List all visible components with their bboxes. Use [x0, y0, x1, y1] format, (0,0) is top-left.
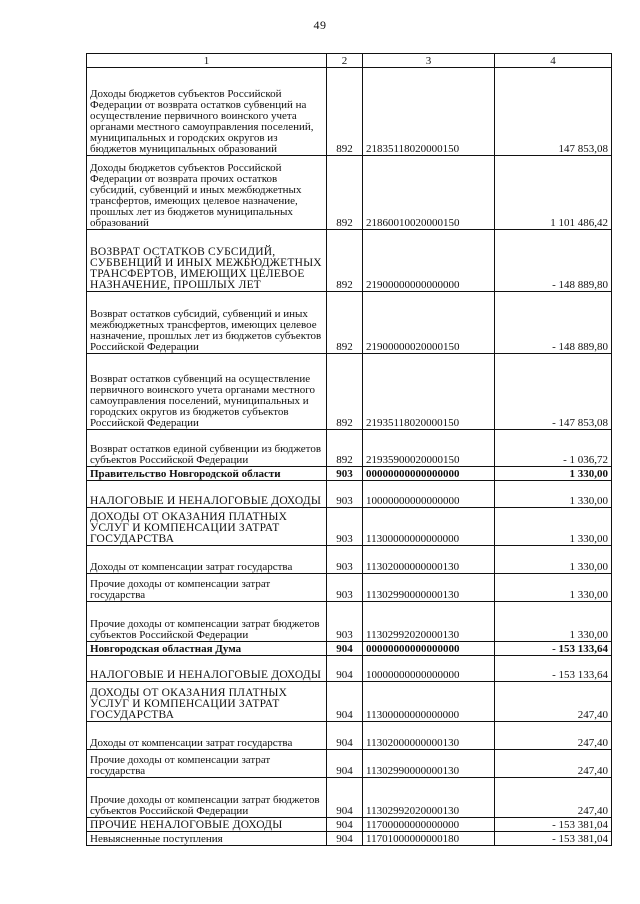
- table-row: [87, 546, 612, 574]
- row-budget-code: 11302000000000130: [363, 546, 495, 574]
- row-budget-code: 11302000000000130: [363, 722, 495, 750]
- row-budget-code: 10000000000000000: [363, 656, 495, 682]
- row-budget-code: 11302990000000130: [363, 750, 495, 778]
- table-row: [87, 481, 612, 508]
- page-number: 49: [313, 18, 327, 32]
- row-admin-code: 903: [327, 508, 363, 546]
- row-amount: - 153 381,04: [495, 818, 612, 832]
- row-admin-code: 903: [327, 574, 363, 602]
- row-description: Доходы от компенсации затрат государства: [87, 546, 327, 574]
- row-amount: - 153 381,04: [495, 832, 612, 846]
- row-amount: - 1 036,72: [495, 430, 612, 467]
- row-description: Возврат остатков субвенций на осуществление первичного воинского учета органами местного самоуправления поселений, муниципальных и городских округов из бюджетов субъектов Российской Федерации: [87, 354, 327, 430]
- header-col-3: 3: [363, 54, 495, 68]
- table-row: [87, 292, 612, 354]
- row-description: ДОХОДЫ ОТ ОКАЗАНИЯ ПЛАТНЫХ УСЛУГ И КОМПЕНСАЦИИ ЗАТРАТ ГОСУДАРСТВА: [87, 682, 327, 722]
- row-admin-code: 892: [327, 354, 363, 430]
- row-description: Доходы от компенсации затрат государства: [87, 722, 327, 750]
- table-row: [87, 602, 612, 642]
- table-row: [87, 832, 612, 846]
- row-amount: 247,40: [495, 750, 612, 778]
- row-description: Доходы бюджетов субъектов Российской Федерации от возврата остатков субвенций на осуществление первичного воинского учета органами местного самоуправления поселений, муниципальных и городских округов из бюджетов муниципальных образований: [87, 68, 327, 156]
- row-admin-code: 904: [327, 778, 363, 818]
- row-budget-code: 11302990000000130: [363, 574, 495, 602]
- row-admin-code: 892: [327, 156, 363, 230]
- row-description: НАЛОГОВЫЕ И НЕНАЛОГОВЫЕ ДОХОДЫ: [87, 481, 327, 508]
- row-admin-code: 892: [327, 68, 363, 156]
- table-header-row: [87, 54, 612, 68]
- row-amount: - 148 889,80: [495, 292, 612, 354]
- row-amount: 1 101 486,42: [495, 156, 612, 230]
- row-budget-code: 11300000000000000: [363, 508, 495, 546]
- row-amount: - 148 889,80: [495, 230, 612, 292]
- row-budget-code: 11302992020000130: [363, 602, 495, 642]
- row-amount: 1 330,00: [495, 481, 612, 508]
- row-budget-code: 21835118020000150: [363, 68, 495, 156]
- table-row: [87, 656, 612, 682]
- table-row: [87, 642, 612, 656]
- row-admin-code: 904: [327, 682, 363, 722]
- row-description: ДОХОДЫ ОТ ОКАЗАНИЯ ПЛАТНЫХ УСЛУГ И КОМПЕНСАЦИИ ЗАТРАТ ГОСУДАРСТВА: [87, 508, 327, 546]
- row-description: Новгородская областная Дума: [87, 642, 327, 656]
- row-description: Доходы бюджетов субъектов Российской Федерации от возврата прочих остатков субсидий, субвенций и иных межбюджетных трансфертов, имеющих целевое назначение, прошлых лет из бюджетов муниципальных образований: [87, 156, 327, 230]
- row-budget-code: 21900000000000000: [363, 230, 495, 292]
- row-admin-code: 904: [327, 656, 363, 682]
- row-description: ПРОЧИЕ НЕНАЛОГОВЫЕ ДОХОДЫ: [87, 818, 327, 832]
- row-admin-code: 903: [327, 467, 363, 481]
- table-row: [87, 682, 612, 722]
- row-amount: 247,40: [495, 722, 612, 750]
- row-budget-code: 11700000000000000: [363, 818, 495, 832]
- header-col-2: 2: [327, 54, 363, 68]
- row-admin-code: 904: [327, 832, 363, 846]
- row-description: Прочие доходы от компенсации затрат государства: [87, 750, 327, 778]
- row-amount: - 153 133,64: [495, 642, 612, 656]
- table-row: [87, 574, 612, 602]
- row-budget-code: 10000000000000000: [363, 481, 495, 508]
- row-admin-code: 904: [327, 750, 363, 778]
- row-amount: 147 853,08: [495, 68, 612, 156]
- row-amount: 247,40: [495, 682, 612, 722]
- row-amount: 1 330,00: [495, 574, 612, 602]
- row-description: Невыясненные поступления: [87, 832, 327, 846]
- row-amount: 1 330,00: [495, 546, 612, 574]
- row-budget-code: 11300000000000000: [363, 682, 495, 722]
- table-row: [87, 354, 612, 430]
- row-budget-code: 21900000020000150: [363, 292, 495, 354]
- row-description: Правительство Новгородской области: [87, 467, 327, 481]
- row-budget-code: 00000000000000000: [363, 642, 495, 656]
- row-description: Возврат остатков единой субвенции из бюджетов субъектов Российской Федерации: [87, 430, 327, 467]
- table-row: [87, 722, 612, 750]
- row-budget-code: 00000000000000000: [363, 467, 495, 481]
- row-amount: - 147 853,08: [495, 354, 612, 430]
- table-row: [87, 467, 612, 481]
- table-row: [87, 508, 612, 546]
- row-admin-code: 904: [327, 818, 363, 832]
- row-budget-code: 21935900020000150: [363, 430, 495, 467]
- row-admin-code: 892: [327, 430, 363, 467]
- table-row: [87, 430, 612, 467]
- row-admin-code: 904: [327, 642, 363, 656]
- row-budget-code: 11701000000000180: [363, 832, 495, 846]
- header-col-1: 1: [87, 54, 327, 68]
- table-row: [87, 68, 612, 156]
- row-amount: 1 330,00: [495, 602, 612, 642]
- row-budget-code: 21935118020000150: [363, 354, 495, 430]
- revenue-table: [86, 53, 612, 846]
- table-row: [87, 230, 612, 292]
- table-row: [87, 818, 612, 832]
- row-admin-code: 903: [327, 481, 363, 508]
- table-row: [87, 750, 612, 778]
- row-admin-code: 892: [327, 230, 363, 292]
- row-admin-code: 903: [327, 602, 363, 642]
- table-row: [87, 156, 612, 230]
- row-description: Возврат остатков субсидий, субвенций и иных межбюджетных трансфертов, имеющих целевое назначение, прошлых лет из бюджетов субъектов Российской Федерации: [87, 292, 327, 354]
- row-amount: 247,40: [495, 778, 612, 818]
- row-admin-code: 904: [327, 722, 363, 750]
- row-description: Прочие доходы от компенсации затрат бюджетов субъектов Российской Федерации: [87, 602, 327, 642]
- row-budget-code: 11302992020000130: [363, 778, 495, 818]
- table-row: [87, 778, 612, 818]
- row-description: ВОЗВРАТ ОСТАТКОВ СУБСИДИЙ, СУБВЕНЦИЙ И ИНЫХ МЕЖБЮДЖЕТНЫХ ТРАНСФЕРТОВ, ИМЕЮЩИХ ЦЕЛЕВОЕ НАЗНАЧЕНИЕ, ПРОШЛЫХ ЛЕТ: [87, 230, 327, 292]
- row-description: Прочие доходы от компенсации затрат бюджетов субъектов Российской Федерации: [87, 778, 327, 818]
- table-body: [87, 68, 612, 846]
- row-admin-code: 903: [327, 546, 363, 574]
- row-description: Прочие доходы от компенсации затрат государства: [87, 574, 327, 602]
- row-amount: 1 330,00: [495, 467, 612, 481]
- row-admin-code: 892: [327, 292, 363, 354]
- header-col-4: 4: [495, 54, 612, 68]
- row-amount: 1 330,00: [495, 508, 612, 546]
- row-budget-code: 21860010020000150: [363, 156, 495, 230]
- row-description: НАЛОГОВЫЕ И НЕНАЛОГОВЫЕ ДОХОДЫ: [87, 656, 327, 682]
- row-amount: - 153 133,64: [495, 656, 612, 682]
